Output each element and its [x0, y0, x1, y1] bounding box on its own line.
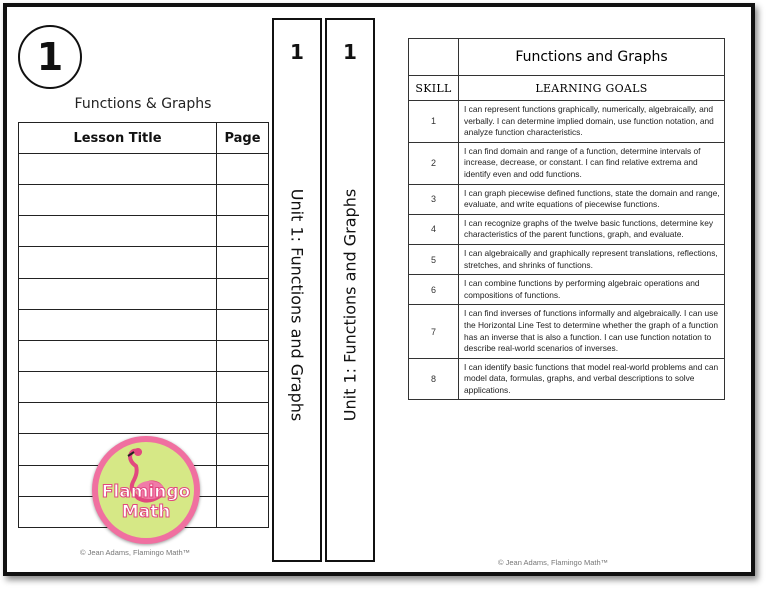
left-copyright: © Jean Adams, Flamingo Math™ — [80, 548, 191, 557]
goals-table-body — [409, 101, 725, 400]
skill-number: 6 — [409, 275, 459, 305]
page-cell — [217, 309, 269, 340]
lesson-row — [19, 216, 269, 247]
skill-number: 4 — [409, 214, 459, 244]
lesson-title-cell — [19, 154, 217, 185]
lesson-row — [19, 154, 269, 185]
page-cell — [217, 185, 269, 216]
goal-row — [409, 101, 725, 143]
goal-row — [409, 358, 725, 400]
spine-tab-1 — [272, 18, 322, 562]
lesson-row — [19, 340, 269, 371]
goal-row — [409, 305, 725, 358]
page-cell — [217, 372, 269, 403]
learning-goal-text: I can algebraically and graphically represent translations, reflections, stretches, and shrinks of functions. — [459, 244, 725, 274]
unit-number-badge — [18, 25, 82, 89]
goals-corner-cell — [409, 39, 459, 76]
learning-goal-text: I can graph piecewise defined functions, state the domain and range, evaluate, and write equations of piecewise functions. — [459, 184, 725, 214]
page-cell — [217, 154, 269, 185]
lesson-row — [19, 278, 269, 309]
goal-row — [409, 142, 725, 184]
learning-goals-header: LEARNING GOALS — [459, 76, 725, 101]
skill-number: 1 — [409, 101, 459, 143]
logo-text-line1: Flamingo — [101, 482, 191, 502]
lesson-title-cell — [19, 372, 217, 403]
page-cell — [217, 278, 269, 309]
lesson-row — [19, 309, 269, 340]
lesson-row — [19, 185, 269, 216]
skill-header: SKILL — [409, 76, 459, 101]
page-cell — [217, 496, 269, 527]
left-page-title: Functions & Graphs — [74, 96, 212, 112]
lesson-title-cell — [19, 278, 217, 309]
page-cell — [217, 434, 269, 465]
goals-title: Functions and Graphs — [459, 39, 725, 76]
unit-number: 1 — [36, 35, 64, 79]
lesson-row — [19, 403, 269, 434]
spine-label: Unit 1: Functions and Graphs — [340, 188, 360, 422]
lesson-title-cell — [19, 403, 217, 434]
spine-tab-2 — [325, 18, 375, 562]
learning-goal-text: I can represent functions graphically, numerically, algebraically, and verbally. I can determine implied domain, use function notation, and analyze function characteristics. — [459, 101, 725, 143]
learning-goals-table — [408, 38, 725, 400]
learning-goal-text: I can combine functions by performing algebraic operations and compositions of functions. — [459, 275, 725, 305]
skill-number: 8 — [409, 358, 459, 400]
lesson-title-header: Lesson Title — [19, 123, 217, 154]
spine-label: Unit 1: Functions and Graphs — [287, 188, 307, 422]
page-cell — [217, 216, 269, 247]
goal-row — [409, 214, 725, 244]
lesson-row — [19, 247, 269, 278]
lesson-row — [19, 372, 269, 403]
page-cell — [217, 403, 269, 434]
skill-number: 2 — [409, 142, 459, 184]
goal-row — [409, 184, 725, 214]
page-cell — [217, 340, 269, 371]
right-copyright: © Jean Adams, Flamingo Math™ — [498, 558, 609, 567]
page-cell — [217, 247, 269, 278]
goal-row — [409, 275, 725, 305]
skill-number: 7 — [409, 305, 459, 358]
lesson-title-cell — [19, 309, 217, 340]
skill-number: 5 — [409, 244, 459, 274]
skill-number: 3 — [409, 184, 459, 214]
flamingo-math-logo — [92, 436, 200, 544]
spine-number: 1 — [290, 40, 304, 64]
lesson-title-cell — [19, 247, 217, 278]
page-header: Page — [217, 123, 269, 154]
learning-goal-text: I can find inverses of functions informally and algebraically. I can use the Horizontal Line Test to determine whether the graph of a function has an inverse that is also a function. I can use function notation to describe real-world scenarios of inverses. — [459, 305, 725, 358]
logo-text-line2: Math — [121, 502, 171, 522]
page-cell — [217, 465, 269, 496]
goal-row — [409, 244, 725, 274]
lesson-title-cell — [19, 216, 217, 247]
lesson-title-cell — [19, 185, 217, 216]
learning-goal-text: I can identify basic functions that model real-world problems and can model data, formulas, graphs, and verbal descriptions to solve applications. — [459, 358, 725, 400]
spine-number: 1 — [343, 40, 357, 64]
learning-goal-text: I can recognize graphs of the twelve basic functions, determine key characteristics of the parent functions, graph, and evaluate. — [459, 214, 725, 244]
learning-goal-text: I can find domain and range of a function, determine intervals of increase, decrease, or constant. I can find relative extrema and identify even and odd functions. — [459, 142, 725, 184]
lesson-title-cell — [19, 340, 217, 371]
